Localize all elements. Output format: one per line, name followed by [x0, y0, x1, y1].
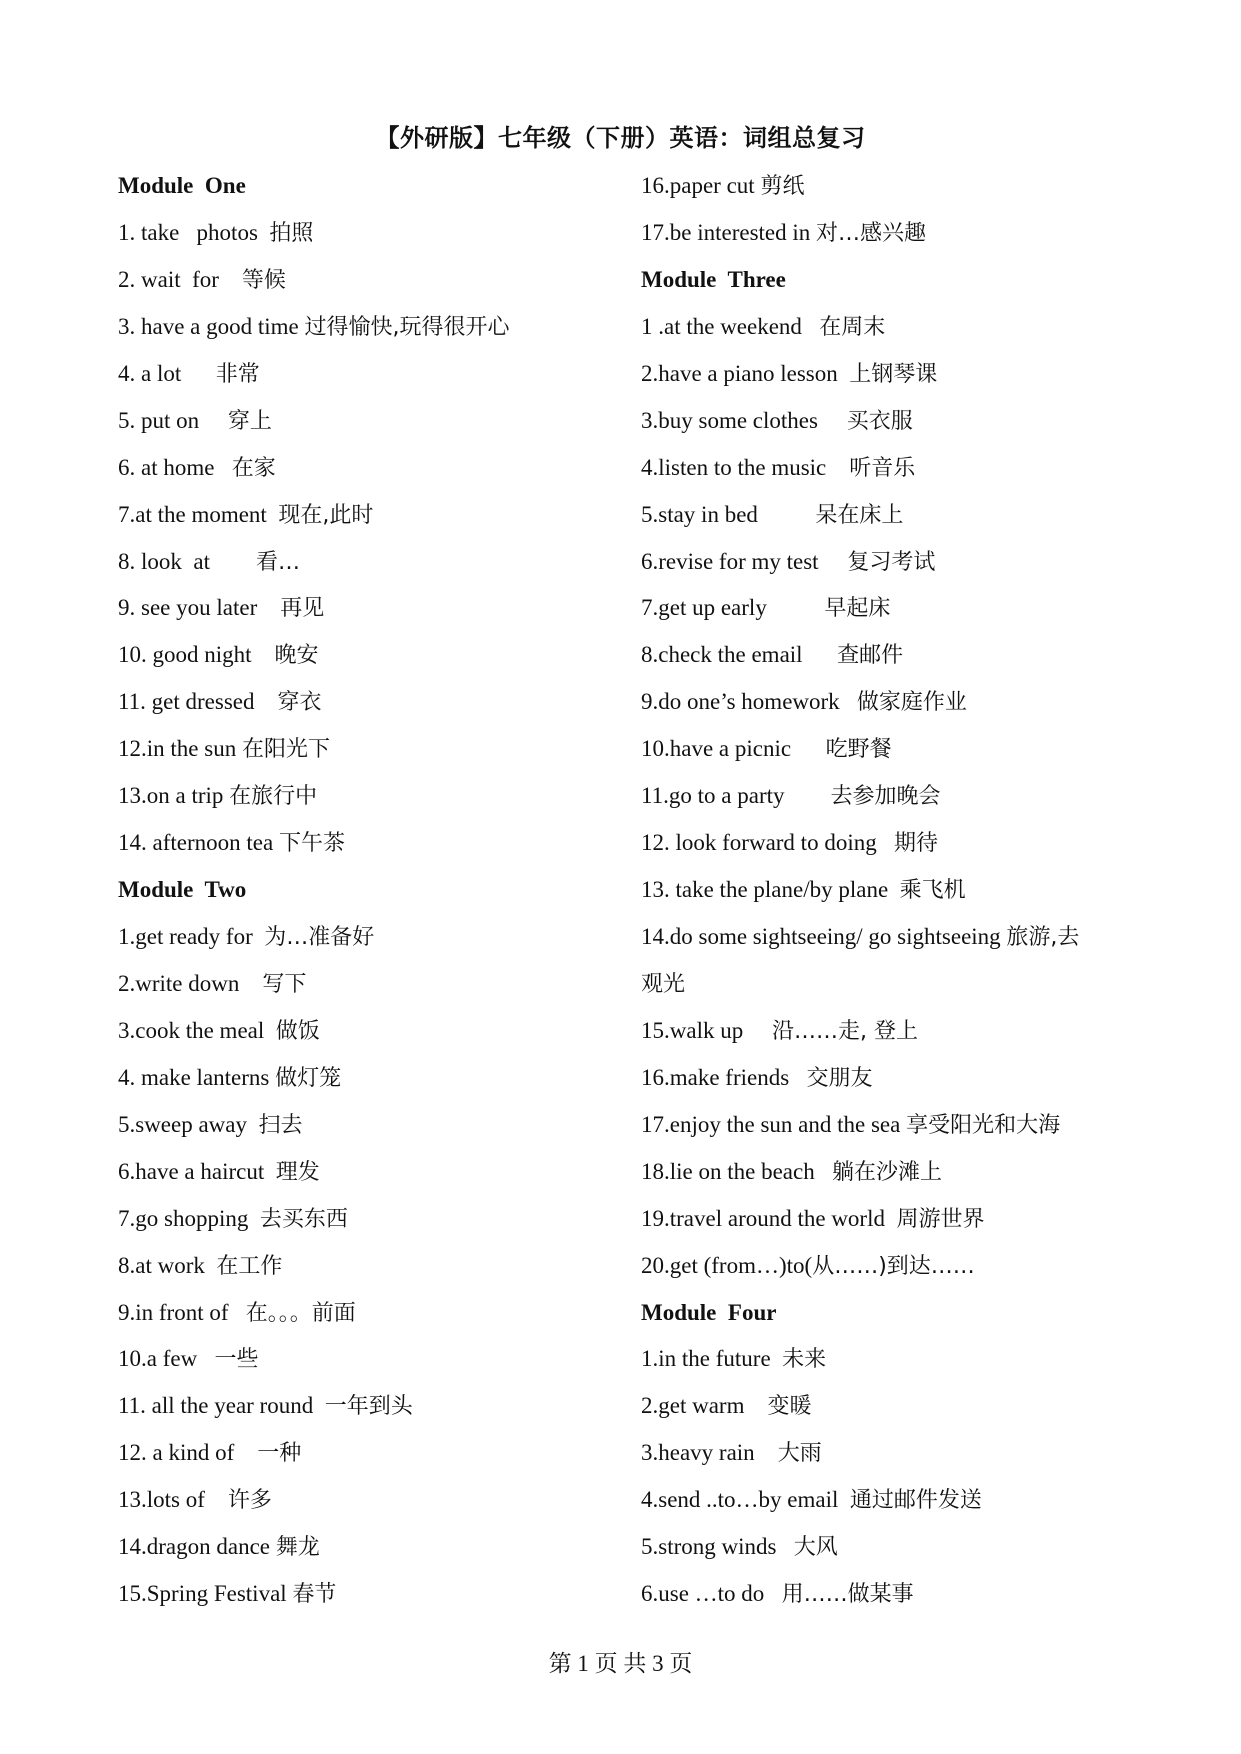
phrase-english: 13.on a trip — [118, 783, 230, 809]
phrase-chinese: 躺在沙滩上 — [831, 1159, 942, 1185]
phrase-english: 1.get ready for — [118, 924, 265, 949]
phrase-english: 10. good night — [118, 642, 275, 668]
module-heading — [118, 163, 628, 210]
phrase-chinese: 舞龙 — [275, 1535, 320, 1561]
phrase-chinese: 变暖 — [767, 1394, 812, 1420]
phrase-english: 2.write down — [118, 970, 263, 996]
phrase-chinese: 许多 — [227, 1488, 272, 1514]
phrase-item — [641, 445, 1141, 492]
phrase-item — [118, 1336, 628, 1383]
phrase-english: 9.in front of — [118, 1299, 246, 1325]
phrase-chinese: 用……做某事 — [781, 1582, 914, 1608]
left-column — [118, 163, 628, 1618]
phrase-item — [118, 539, 628, 586]
module-heading-text: Module Four — [641, 1299, 777, 1325]
phrase-continuation — [641, 961, 1141, 1008]
phrase-item — [118, 632, 628, 679]
phrase-english: 18.lie on the beach — [641, 1158, 832, 1184]
phrase-english: 13. take the plane/by plane — [641, 877, 900, 903]
phrase-english: 2. wait for — [118, 266, 242, 292]
phrase-english: 6.have a haircut — [118, 1158, 276, 1184]
phrase-item — [641, 210, 1141, 257]
module-heading-text: Module Two — [118, 877, 247, 903]
phrase-english: 12.in the sun — [118, 736, 242, 762]
phrase-chinese: 穿衣 — [277, 690, 322, 716]
phrase-item — [118, 1430, 628, 1477]
phrase-item — [641, 1008, 1141, 1055]
phrase-item — [118, 585, 628, 632]
module-heading — [641, 1290, 1141, 1337]
phrase-chinese: 在旅行中 — [229, 784, 318, 810]
phrase-english: 17.be interested in — [641, 219, 817, 245]
phrase-item — [641, 398, 1141, 445]
phrase-chinese: 非常 — [215, 361, 260, 387]
phrase-item — [641, 679, 1141, 726]
phrase-chinese: 呆在床上 — [815, 502, 904, 528]
phrase-chinese: 再见 — [280, 596, 325, 622]
phrase-item — [118, 351, 628, 398]
phrase-english: 15.Spring Festival — [118, 1581, 293, 1607]
phrase-chinese: 扫去 — [258, 1112, 303, 1138]
phrase-chinese: 大风 — [793, 1535, 838, 1561]
phrase-english: 11.go to a party — [641, 783, 831, 809]
phrase-english: 4. a lot — [118, 360, 216, 386]
phrase-item — [118, 398, 628, 445]
phrase-item — [641, 1055, 1141, 1102]
phrase-chinese: 去参加晚会 — [830, 784, 941, 810]
phrase-english: 8.check the email — [641, 642, 838, 668]
phrase-english: 5. put on — [118, 407, 228, 433]
phrase-chinese: 一些 — [214, 1347, 259, 1373]
phrase-english: 7.get up early — [641, 595, 825, 621]
phrase-english: 15.walk up — [641, 1017, 772, 1043]
module-heading — [118, 867, 628, 914]
phrase-chinese: 对…感兴趣 — [816, 220, 927, 246]
phrase-item — [641, 820, 1141, 867]
phrase-item — [641, 163, 1141, 210]
phrase-chinese: 穿上 — [227, 408, 272, 434]
phrase-item — [118, 914, 628, 961]
phrase-chinese: 在阳光下 — [241, 737, 330, 763]
phrase-english: 16.make friends — [641, 1064, 807, 1090]
phrase-item — [118, 679, 628, 726]
phrase-chinese: 做家庭作业 — [856, 690, 967, 716]
phrase-item — [641, 1102, 1141, 1149]
phrase-item — [118, 1290, 628, 1337]
phrase-item — [641, 1430, 1141, 1477]
phrase-english: 10.a few — [118, 1346, 215, 1372]
phrase-chinese: 在家 — [231, 455, 276, 481]
phrase-item — [641, 1336, 1141, 1383]
phrase-english: 1.in the future — [641, 1346, 783, 1372]
phrase-chinese: 享受阳光和大海 — [906, 1112, 1061, 1138]
phrase-english: 12. a kind of — [118, 1440, 258, 1466]
phrase-chinese: 吃野餐 — [825, 737, 892, 763]
module-heading-text: Module One — [118, 173, 246, 198]
phrase-english: 9.do one’s homework — [641, 689, 857, 715]
right-column — [641, 163, 1141, 1618]
phrase-chinese: 拍照 — [269, 220, 314, 246]
phrase-chinese: 在工作 — [216, 1253, 283, 1279]
phrase-chinese: 等候 — [241, 267, 286, 293]
phrase-english: 14.do some sightseeing/ go sightseeing — [641, 924, 1007, 949]
phrase-item — [641, 304, 1141, 351]
phrase-item — [641, 914, 1141, 961]
phrase-item — [118, 1477, 628, 1524]
phrase-item — [641, 1571, 1141, 1618]
phrase-chinese: 未来 — [782, 1347, 827, 1373]
phrase-chinese: 大雨 — [777, 1441, 822, 1467]
phrase-item — [641, 1524, 1141, 1571]
phrase-item — [118, 445, 628, 492]
phrase-item — [641, 1196, 1141, 1243]
phrase-chinese: 写下 — [262, 971, 307, 997]
phrase-english: 5.stay in bed — [641, 501, 816, 527]
phrase-item — [118, 304, 628, 351]
phrase-item — [641, 867, 1141, 914]
phrase-english: 10.have a picnic — [641, 736, 826, 762]
phrase-chinese: 听音乐 — [849, 455, 916, 481]
phrase-chinese: 做灯笼 — [275, 1065, 342, 1091]
phrase-chinese: 沿……走, 登上 — [771, 1018, 918, 1044]
phrase-chinese: 上钢琴课 — [849, 361, 938, 387]
phrase-item — [118, 210, 628, 257]
phrase-english: 2.have a piano lesson — [641, 360, 850, 386]
phrase-english: 11. get dressed — [118, 689, 278, 715]
phrase-item — [118, 1243, 628, 1290]
phrase-chinese: 晚安 — [274, 643, 319, 669]
phrase-chinese: 周游世界 — [896, 1206, 985, 1232]
phrase-english: 13.lots of — [118, 1487, 228, 1513]
phrase-chinese: 查邮件 — [837, 643, 904, 669]
phrase-english: 7.at the moment — [118, 501, 279, 527]
phrase-english: 1. take photos — [118, 219, 270, 245]
phrase-english: 14.dragon dance — [118, 1534, 276, 1560]
phrase-item — [641, 539, 1141, 586]
phrase-item — [118, 1055, 628, 1102]
phrase-item — [641, 585, 1141, 632]
phrase-item — [641, 1383, 1141, 1430]
phrase-item — [118, 1008, 628, 1055]
phrase-english: 7.go shopping — [118, 1205, 260, 1231]
phrase-english: 4.send ..to…by email — [641, 1487, 850, 1513]
phrase-english: 3.buy some clothes — [641, 407, 847, 433]
document-title: 【外研版】七年级（下册）英语：词组总复习 — [375, 124, 866, 152]
phrase-item — [641, 492, 1141, 539]
phrase-english: 2.get warm — [641, 1393, 768, 1419]
phrase-english: 3.cook the meal — [118, 1017, 276, 1043]
phrase-chinese: 一种 — [257, 1441, 302, 1467]
phrase-chinese: 期待 — [893, 831, 938, 857]
phrase-chinese: 通过邮件发送 — [849, 1488, 982, 1514]
phrase-english: 5.sweep away — [118, 1111, 259, 1137]
phrase-english: 11. all the year round — [118, 1393, 325, 1419]
phrase-item — [641, 1477, 1141, 1524]
phrase-chinese: 现在,此时 — [278, 502, 374, 528]
phrase-chinese: 一年到头 — [324, 1394, 413, 1420]
phrase-item — [118, 1524, 628, 1571]
phrase-chinese: 去买东西 — [259, 1206, 348, 1232]
phrase-item — [118, 961, 628, 1008]
phrase-english: 8. look at — [118, 548, 256, 574]
phrase-chinese: 旅游,去 — [1006, 925, 1080, 950]
phrase-item — [641, 1149, 1141, 1196]
phrase-english: 8.at work — [118, 1252, 217, 1278]
phrase-item — [118, 1383, 628, 1430]
phrase-item — [641, 632, 1141, 679]
module-heading — [641, 257, 1141, 304]
phrase-chinese: 买衣服 — [846, 408, 913, 434]
phrase-chinese: 为…准备好 — [264, 925, 375, 950]
phrase-chinese: 复习考试 — [847, 549, 936, 575]
phrase-item — [118, 1196, 628, 1243]
phrase-chinese: 观光 — [641, 971, 686, 997]
phrase-item — [118, 1149, 628, 1196]
phrase-english: 1 .at the weekend — [641, 313, 820, 339]
phrase-item — [118, 1102, 628, 1149]
phrase-english: 4. make lanterns — [118, 1064, 276, 1090]
phrase-chinese: 春节 — [292, 1582, 337, 1608]
phrase-english: 4.listen to the music — [641, 454, 850, 480]
phrase-item — [641, 726, 1141, 773]
module-heading-text: Module Three — [641, 266, 786, 292]
phrase-item — [641, 773, 1141, 820]
page-footer: 第 1 页 共 3 页 — [548, 1651, 693, 1676]
phrase-chinese: 在周末 — [819, 314, 886, 340]
phrase-chinese: 做饭 — [275, 1018, 320, 1044]
phrase-chinese: 看… — [256, 549, 301, 575]
phrase-english: 6. at home — [118, 454, 232, 480]
phrase-english: 14. afternoon tea — [118, 830, 279, 856]
phrase-item — [641, 1243, 1141, 1290]
phrase-chinese: 下午茶 — [278, 831, 345, 857]
phrase-english: 20.get (from…)to( — [641, 1252, 813, 1278]
phrase-item — [118, 820, 628, 867]
phrase-english: 12. look forward to doing — [641, 830, 894, 856]
phrase-chinese: 早起床 — [824, 596, 891, 622]
phrase-chinese: 理发 — [275, 1159, 320, 1185]
phrase-english: 17.enjoy the sun and the sea — [641, 1111, 907, 1137]
phrase-chinese: 在。。。前面 — [245, 1300, 356, 1326]
phrase-item — [641, 351, 1141, 398]
phrase-english: 6.revise for my test — [641, 548, 848, 574]
phrase-item — [118, 773, 628, 820]
phrase-english: 9. see you later — [118, 595, 281, 621]
phrase-item — [118, 726, 628, 773]
phrase-chinese: 从……)到达…… — [812, 1253, 975, 1279]
phrase-english: 3.heavy rain — [641, 1440, 778, 1466]
phrase-chinese: 剪纸 — [760, 174, 805, 199]
phrase-chinese: 交朋友 — [806, 1065, 873, 1091]
phrase-chinese: 过得愉快,玩得很开心 — [304, 314, 510, 340]
phrase-english: 19.travel around the world — [641, 1205, 897, 1231]
phrase-item — [118, 492, 628, 539]
phrase-item — [118, 257, 628, 304]
phrase-chinese: 乘飞机 — [899, 878, 966, 904]
phrase-english: 6.use …to do — [641, 1581, 782, 1607]
phrase-english: 3. have a good time — [118, 313, 305, 339]
phrase-item — [118, 1571, 628, 1618]
phrase-english: 5.strong winds — [641, 1534, 794, 1560]
phrase-english: 16.paper cut — [641, 173, 761, 198]
